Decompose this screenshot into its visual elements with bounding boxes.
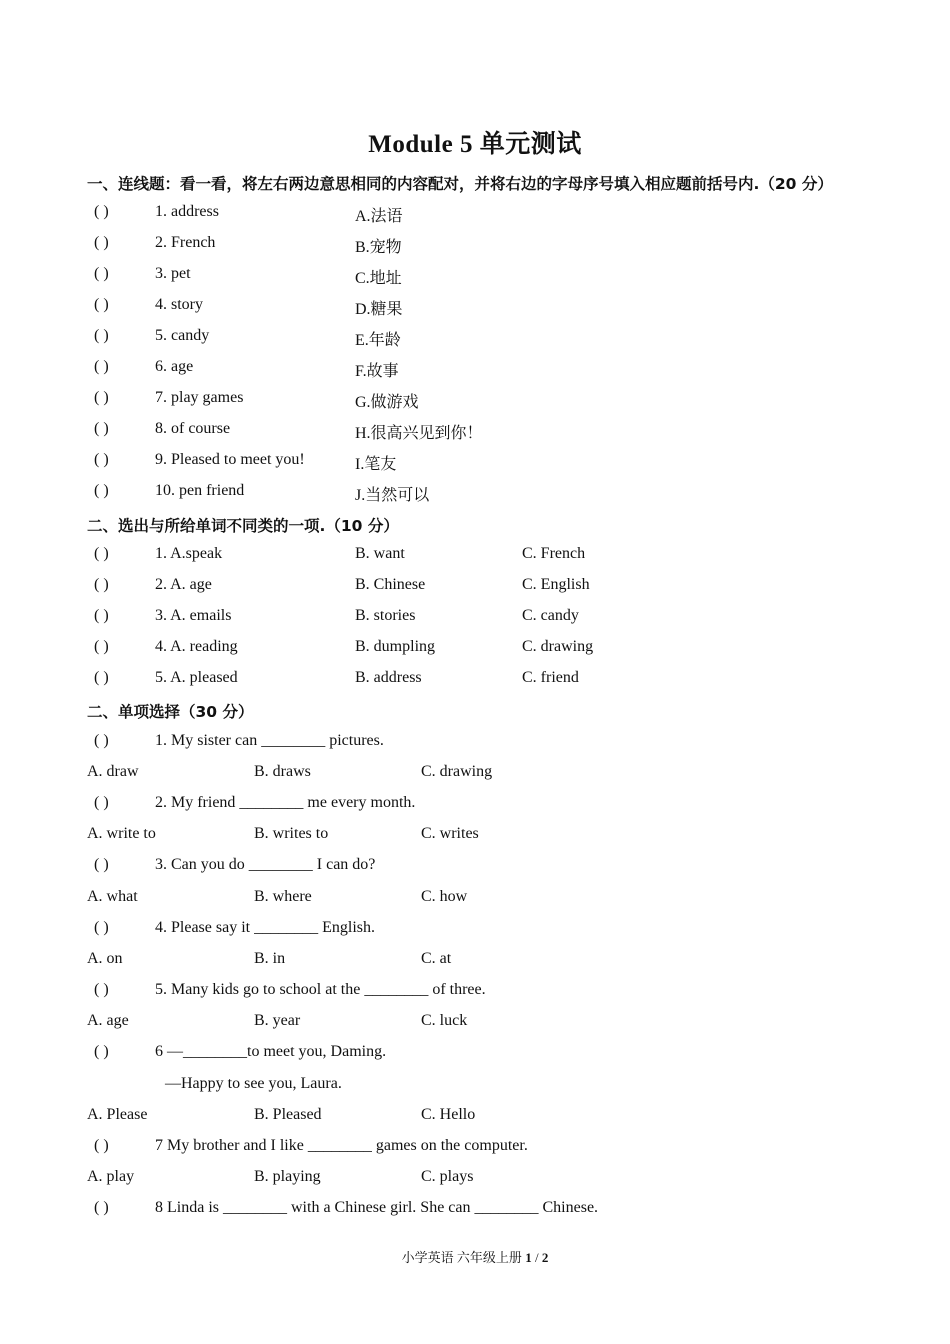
page-total: 2: [541, 1250, 549, 1265]
option-a: A. what: [87, 888, 138, 905]
section2-heading: 二、选出与所给单词不同类的一项.（10 分）: [87, 517, 399, 535]
option-c: C. friend: [522, 669, 579, 686]
option-c: C. how: [421, 888, 468, 905]
match-left-item: 4. story: [155, 296, 203, 313]
match-left-item: 2. French: [155, 234, 216, 251]
answer-bracket[interactable]: ( ): [94, 794, 109, 811]
option-b: B. writes to: [254, 825, 329, 842]
answer-bracket[interactable]: ( ): [94, 545, 109, 562]
option-b: B. in: [254, 950, 286, 967]
match-left-item: 3. pet: [155, 265, 191, 282]
match-left-item: 10. pen friend: [155, 482, 245, 499]
answer-bracket[interactable]: ( ): [94, 420, 109, 437]
option-c: C. plays: [421, 1168, 474, 1185]
match-left-item: 7. play games: [155, 389, 244, 406]
option-b: B. want: [355, 545, 405, 562]
answer-bracket[interactable]: ( ): [94, 358, 109, 375]
option-b: B. playing: [254, 1168, 321, 1185]
answer-bracket[interactable]: ( ): [94, 1199, 109, 1216]
page-title: Module 5 单元测试: [368, 131, 582, 158]
match-left-item: 5. candy: [155, 327, 210, 344]
option-b: B. dumpling: [355, 638, 436, 655]
answer-bracket[interactable]: ( ): [94, 296, 109, 313]
answer-bracket[interactable]: ( ): [94, 482, 109, 499]
option-c: C. luck: [421, 1012, 468, 1029]
option-b: B. stories: [355, 607, 416, 624]
answer-bracket[interactable]: ( ): [94, 1137, 109, 1154]
option-a: 5. A. pleased: [155, 669, 238, 686]
question-text: 6 —________to meet you, Daming.: [155, 1043, 387, 1060]
question-text: 4. Please say it ________ English.: [155, 919, 375, 936]
answer-bracket[interactable]: ( ): [94, 919, 109, 936]
page-number: 1: [525, 1250, 532, 1265]
option-a: A. on: [87, 950, 123, 967]
option-c: C. drawing: [522, 638, 594, 655]
option-b: B. Chinese: [355, 576, 426, 593]
page-footer: [0, 1247, 950, 1266]
option-b: B. Pleased: [254, 1106, 322, 1123]
dialogue-reply: —Happy to see you, Laura.: [165, 1075, 342, 1092]
answer-bracket[interactable]: ( ): [94, 203, 109, 220]
match-right-item: G.做游戏: [355, 394, 419, 411]
question-text: 7 My brother and I like ________ games on the computer.: [155, 1137, 528, 1154]
option-a: A. play: [87, 1168, 135, 1185]
option-a: 1. A.speak: [155, 545, 223, 562]
answer-bracket[interactable]: ( ): [94, 234, 109, 251]
answer-bracket[interactable]: ( ): [94, 981, 109, 998]
option-a: 2. A. age: [155, 576, 212, 593]
section1-heading: 一、连线题：看一看，将左右两边意思相同的内容配对，并将右边的字母序号填入相应题前括号内.（20 分）: [87, 175, 833, 193]
option-b: B. where: [254, 888, 312, 905]
match-right-item: A.法语: [355, 208, 403, 225]
answer-bracket[interactable]: ( ): [94, 607, 109, 624]
option-a: A. age: [87, 1012, 129, 1029]
option-b: B. year: [254, 1012, 301, 1029]
match-right-item: D.糖果: [355, 301, 403, 318]
match-right-item: C.地址: [355, 270, 402, 287]
answer-bracket[interactable]: ( ): [94, 265, 109, 282]
answer-bracket[interactable]: ( ): [94, 638, 109, 655]
option-b: B. draws: [254, 763, 311, 780]
match-left-item: 6. age: [155, 358, 194, 375]
question-text: 8 Linda is ________ with a Chinese girl. She can ________ Chinese.: [155, 1199, 599, 1216]
option-c: C. at: [421, 950, 452, 967]
answer-bracket[interactable]: ( ): [94, 576, 109, 593]
match-left-item: 9. Pleased to meet you!: [155, 451, 305, 468]
question-text: 3. Can you do ________ I can do?: [155, 856, 376, 873]
option-a: 3. A. emails: [155, 607, 232, 624]
option-b: B. address: [355, 669, 422, 686]
option-a: A. Please: [87, 1106, 148, 1123]
option-a: 4. A. reading: [155, 638, 238, 655]
option-c: C. candy: [522, 607, 579, 624]
option-c: C. writes: [421, 825, 479, 842]
match-right-item: B.宠物: [355, 239, 402, 256]
match-right-item: F.故事: [355, 363, 399, 380]
match-right-item: I.笔友: [355, 456, 397, 473]
option-a: A. draw: [87, 763, 139, 780]
match-right-item: J.当然可以: [355, 487, 430, 504]
answer-bracket[interactable]: ( ): [94, 732, 109, 749]
option-c: C. drawing: [421, 763, 493, 780]
question-text: 5. Many kids go to school at the ________ of three.: [155, 981, 486, 998]
section3-heading: 二、单项选择（30 分）: [87, 703, 254, 721]
page-separator: /: [534, 1250, 539, 1265]
answer-bracket[interactable]: ( ): [94, 327, 109, 344]
option-c: C. French: [522, 545, 586, 562]
answer-bracket[interactable]: ( ): [94, 669, 109, 686]
option-c: C. English: [522, 576, 590, 593]
match-left-item: 1. address: [155, 203, 219, 220]
match-left-item: 8. of course: [155, 420, 231, 437]
answer-bracket[interactable]: ( ): [94, 451, 109, 468]
footer-label: 小学英语 六年级上册: [401, 1250, 522, 1265]
answer-bracket[interactable]: ( ): [94, 389, 109, 406]
option-c: C. Hello: [421, 1106, 476, 1123]
match-right-item: H.很高兴见到你！: [355, 425, 483, 442]
question-text: 2. My friend ________ me every month.: [155, 794, 416, 811]
question-text: 1. My sister can ________ pictures.: [155, 732, 384, 749]
answer-bracket[interactable]: ( ): [94, 1043, 109, 1060]
answer-bracket[interactable]: ( ): [94, 856, 109, 873]
match-right-item: E.年龄: [355, 332, 401, 349]
option-a: A. write to: [87, 825, 156, 842]
